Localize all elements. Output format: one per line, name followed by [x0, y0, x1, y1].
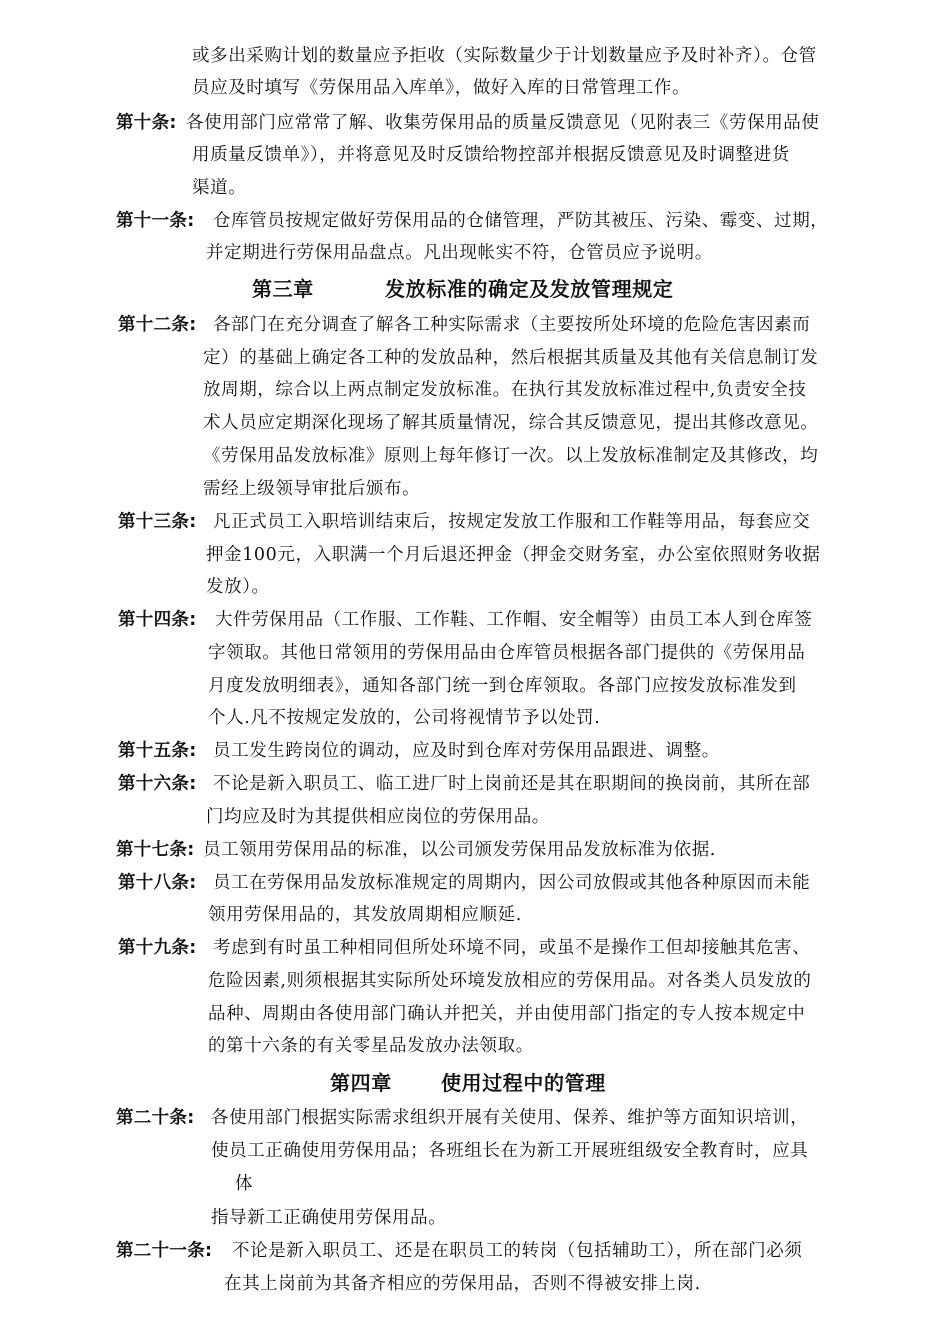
article-text-line: 用质量反馈单》），并将意见及时反馈给物控部并根据反馈意见及时调整进货: [192, 145, 790, 165]
article-text-line: 各使用部门根据实际需求组织开展有关使用、保养、维护等方面知识培训，: [211, 1108, 809, 1128]
article-text-line: 字领取。其他日常领用的劳保用品由仓库管员根据各部门提供的《劳保用品: [208, 643, 806, 663]
article-label: 第二十一条:: [116, 1241, 213, 1261]
article-text-line: 需经上级领导审批后颁布。: [203, 479, 421, 499]
article-text-line: 月度发放明细表》，通知各部门统一到仓库领取。各部门应按发放标准发到: [208, 676, 797, 696]
article-text-line: 大件劳保用品（工作服、工作鞋、工作帽、安全帽等）由员工本人到仓库签: [215, 610, 813, 630]
article-text-line: 在其上岗前为其备齐相应的劳保用品，否则不得被安排上岗.: [224, 1274, 701, 1294]
article-text-line: 个人.凡不按规定发放的，公司将视情节予以处罚.: [208, 708, 601, 728]
article-text-line: 定）的基础上确定各工种的发放品种，然后根据其质量及其他有关信息制订发: [203, 348, 819, 368]
article-label: 第十一条:: [116, 211, 195, 231]
body-line: 或多出采购计划的数量应予拒收（实际数量少于计划数量应予及时补齐）。仓管: [192, 46, 817, 66]
article-text-line: 并定期进行劳保用品盘点。凡出现帐实不符，仓管员应予说明。: [206, 243, 713, 263]
article-text-line: 的第十六条的有关零星品发放办法领取。: [208, 1036, 534, 1056]
article-label: 第十二条:: [118, 315, 197, 335]
article-text-line: 各部门在充分调查了解各工种实际需求（主要按所处环境的危险危害因素而: [213, 315, 811, 335]
article-text-line: 门均应及时为其提供相应岗位的劳保用品。: [206, 807, 550, 827]
article-text-line: 放周期，综合以上两点制定发放标准。在执行其发放标准过程中,负责安全技: [203, 380, 807, 400]
article-label: 第十条:: [116, 113, 177, 133]
article-label: 第十六条:: [118, 774, 197, 794]
article-text-line: 各使用部门应常常了解、收集劳保用品的质量反馈意见（见附表三《劳保用品使: [186, 113, 820, 133]
chapter-number: 第三章: [252, 277, 314, 301]
article-label: 第十九条:: [118, 938, 197, 958]
body-line: 员应及时填写《劳保用品入库单》，做好入库的日常管理工作。: [192, 78, 691, 98]
article-text-line: 术人员应定期深化现场了解其质量情况，综合其反馈意见，提出其修改意见。: [203, 413, 819, 433]
article-text-line: 考虑到有时虽工种相同但所处环境不同，或虽不是操作工但却接触其危害、: [213, 938, 811, 958]
article-text-line: 员工在劳保用品发放标准规定的周期内，因公司放假或其他各种原因而未能: [213, 873, 811, 893]
article-text-line: 不论是新入职员工、还是在职员工的转岗（包括辅助工），所在部门必须: [232, 1241, 803, 1261]
chapter-title: 使用过程中的管理: [441, 1071, 606, 1095]
article-text-line: 《劳保用品发放标准》原则上每年修订一次。以上发放标准制定及其修改，均: [203, 446, 819, 466]
article-text-line: 凡正式员工入职培训结束后，按规定发放工作服和工作鞋等用品，每套应交: [213, 512, 811, 532]
article-label: 第十四条:: [118, 610, 197, 630]
chapter-number: 第四章: [330, 1071, 392, 1095]
article-label: 第十七条:: [116, 840, 195, 860]
article-text-line: 体: [235, 1174, 254, 1194]
article-text-line: 不论是新入职员工、临工进厂时上岗前还是其在职期间的换岗前，其所在部: [213, 774, 811, 794]
article-text-line: 危险因素,则须根据其实际所处环境发放相应的劳保用品。对各类人员发放的: [208, 971, 812, 991]
article-label: 第十五条:: [118, 741, 197, 761]
article-text-line: 渠道。: [192, 178, 247, 198]
chapter-title: 发放标准的确定及发放管理规定: [385, 277, 674, 301]
article-text-line: 仓库管员按规定做好劳保用品的仓储管理，严防其被压、污染、霉变、过期，: [213, 211, 829, 231]
article-text-line: 指导新工正确使用劳保用品。: [211, 1208, 447, 1228]
article-text-line: 领用劳保用品的，其发放周期相应顺延.: [208, 905, 522, 925]
article-text-line: 员工发生跨岗位的调动，应及时到仓库对劳保用品跟进、调整。: [213, 741, 720, 761]
article-text-line: 员工领用劳保用品的标准，以公司颁发劳保用品发放标准为依据.: [203, 840, 716, 860]
article-label: 第十三条:: [118, 512, 197, 532]
article-text-line: 使员工正确使用劳保用品；各班组长在为新工开展班组级安全教育时，应具: [211, 1141, 809, 1161]
article-text-line: 押金100元，入职满一个月后退还押金（押金交财务室，办公室依照财务收据: [206, 545, 821, 565]
article-text-line: 品种、周期由各使用部门确认并把关，并由使用部门指定的专人按本规定中: [208, 1004, 806, 1024]
article-label: 第二十条:: [116, 1108, 195, 1128]
article-label: 第十八条:: [118, 873, 197, 893]
article-text-line: 发放）。: [206, 577, 270, 597]
